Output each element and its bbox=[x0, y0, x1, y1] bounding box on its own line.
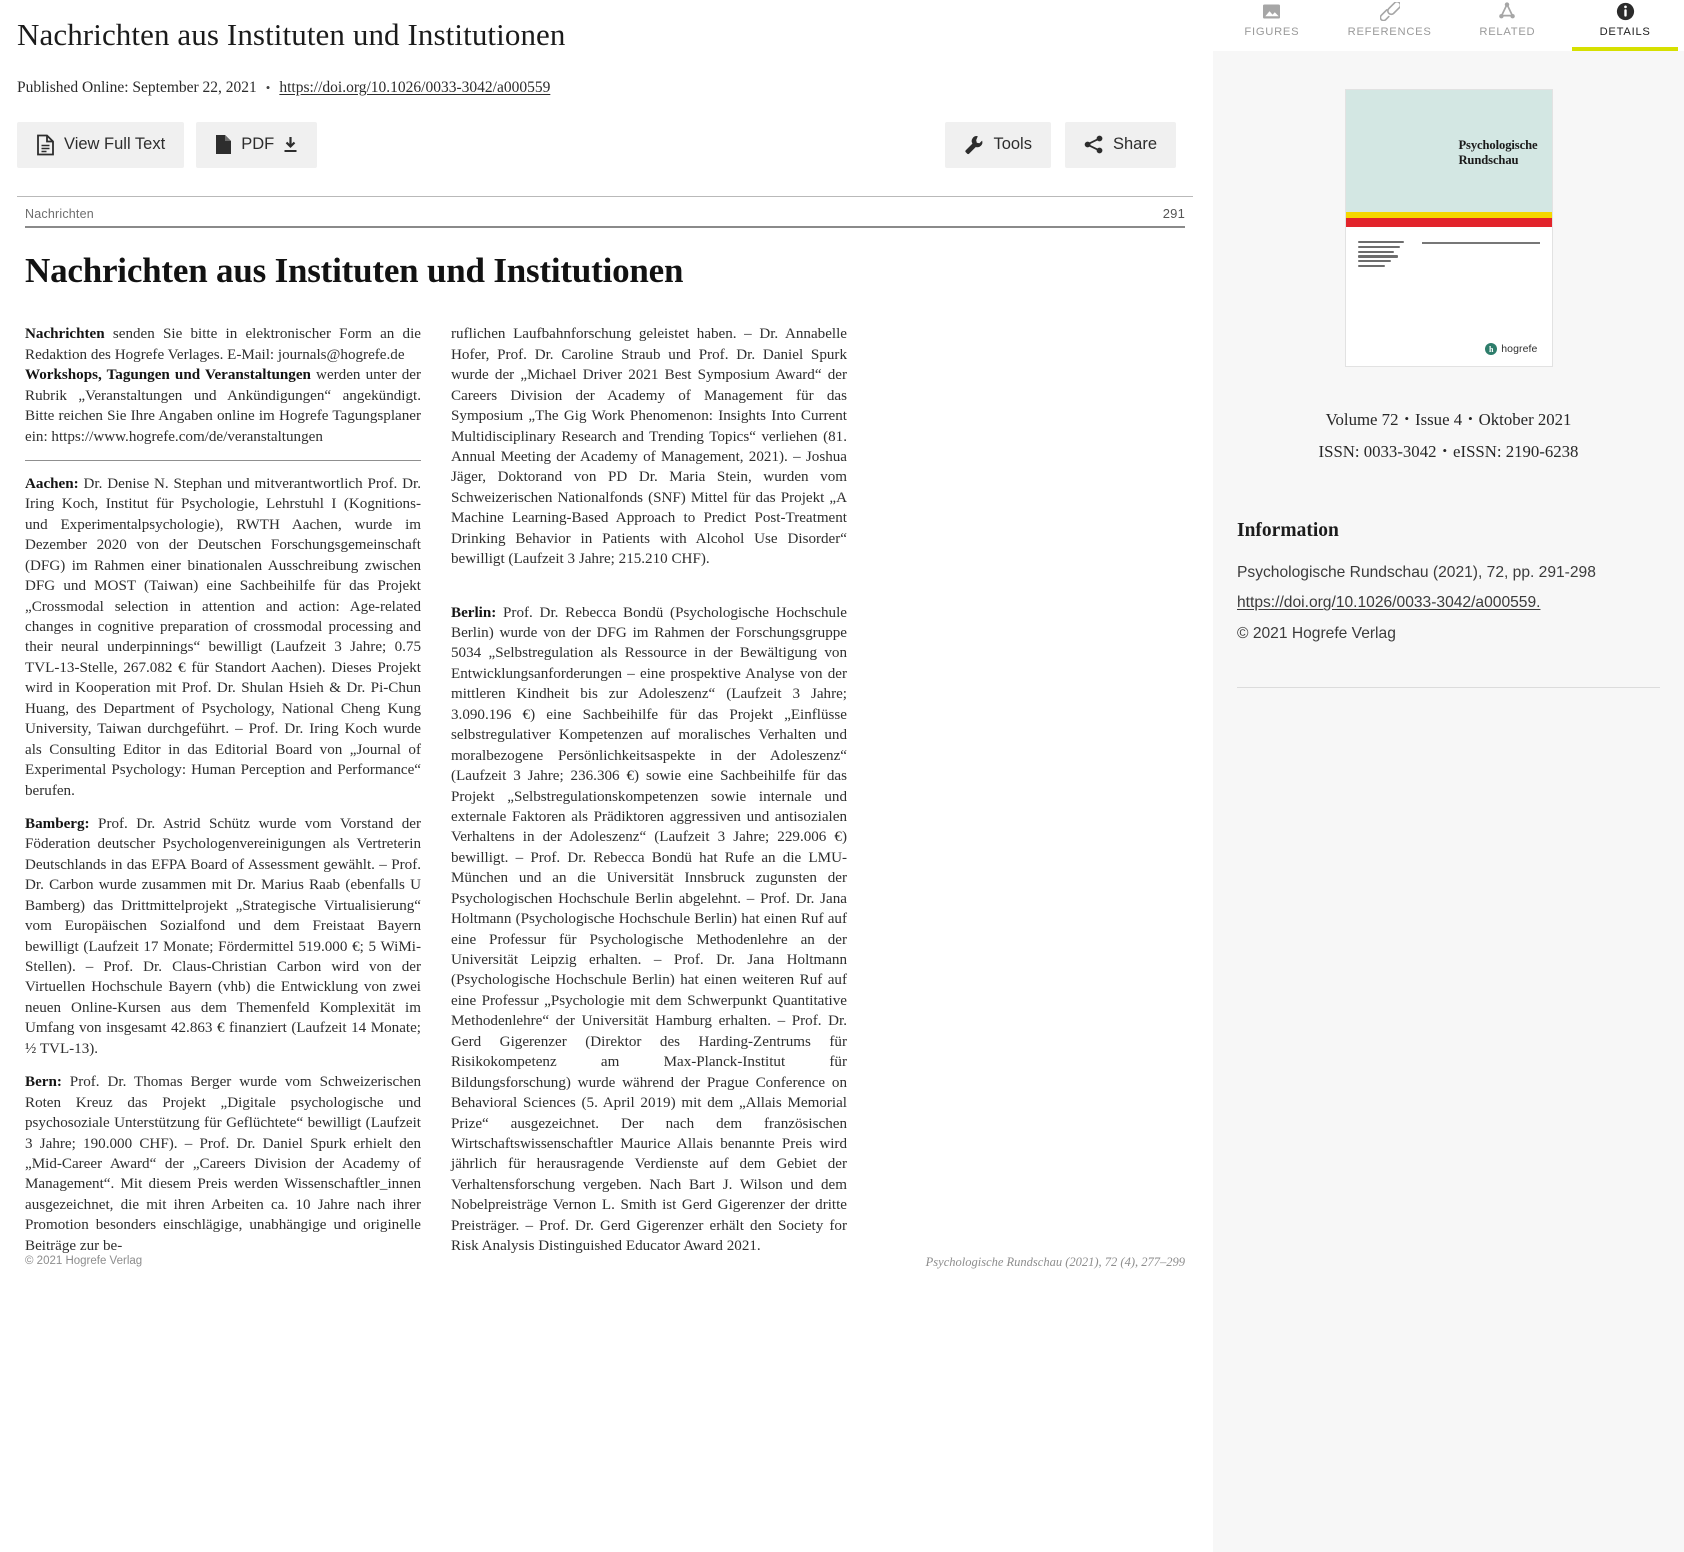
information-doi-link[interactable]: https://doi.org/10.1026/0033-3042/a000559. bbox=[1237, 594, 1541, 612]
information-heading: Information bbox=[1237, 520, 1339, 541]
pdf-page-footer bbox=[25, 1255, 1185, 1270]
editorial-note-2-text: werden unter der Rubrik „Veranstaltungen und Ankündigungen“ angekündigt. Bitte reichen Sie Ihre Angaben online im Hogrefe Tagungsplaner ein: https://www.hogrefe.com/de/veranstaltungen bbox=[25, 367, 421, 445]
entry-bern bbox=[25, 1072, 421, 1256]
pdf-page-preview bbox=[17, 197, 1193, 1270]
page-folio-number: 291 bbox=[1162, 205, 1185, 221]
details-bottom-divider bbox=[1237, 687, 1660, 688]
cover-title-line-1: Psychologische bbox=[1458, 138, 1538, 152]
issue-value: Issue 4 bbox=[1415, 410, 1463, 429]
issn-value: ISSN: 0033-3042 bbox=[1318, 442, 1437, 461]
cover-red-bar bbox=[1346, 218, 1552, 227]
issue-date: Oktober 2021 bbox=[1478, 410, 1572, 429]
pdf-download-button[interactable] bbox=[196, 122, 317, 168]
page-title: Nachrichten aus Instituten und Institutionen bbox=[17, 17, 566, 52]
editorial-note-1-text: senden Sie bitte in elektronischer Form an die Redaktion des Hogrefe Verlages. E-Mail: journals@hogrefe.de bbox=[25, 326, 421, 363]
vol-sep-2: • bbox=[1468, 411, 1473, 426]
section-divider-rule bbox=[25, 460, 421, 461]
editorial-note-2-lead: Workshops, Tagungen und Veranstaltungen bbox=[25, 367, 311, 384]
entry-aachen-text: Dr. Denise N. Stephan und mitverantwortlich Prof. Dr. Iring Koch, Institut für Psychologie, Lehrstuhl I (Kognitions- und Experimentalpsychologie), RWTH Aachen, wurde im Dezember 2020 von der Deutschen Forschungsgemeinschaft (DFG) im Rahmen einer binationalen Ausschreibung zwischen DFG und MOST (Taiwan) eine Sachbeihilfe für das Projekt „Crossmodal selection in attention and action: Age-related changes in cognitive preparation of crossmodal processing and their neural underpinnings“ bewilligt (Laufzeit 3 Jahre; 0.75 TVL-13-Stelle, 267.082 € für Standort Aachen). Dieses Projekt wird in Kooperation mit Prof. Dr. Shulan Hsieh & Dr. Pi-Chun Huang, des Department of Psychology, National Cheng Kung University, Taiwan durchgeführt. – Prof. Dr. Iring Koch wurde als Consulting Editor in das Editorial Board von „Journal of Experimental Psychology: Human Perception and Performance“ berufen. bbox=[25, 475, 421, 799]
meta-separator: • bbox=[265, 80, 271, 96]
pdf-columns bbox=[25, 324, 1185, 1269]
view-full-text-label: View Full Text bbox=[64, 135, 166, 154]
entry-bamberg-city: Bamberg: bbox=[25, 815, 90, 832]
pdf-footer-citation: Psychologische Rundschau (2021), 72 (4), 277–299 bbox=[925, 1254, 1185, 1269]
entry-berlin-city: Berlin: bbox=[451, 604, 497, 621]
share-button[interactable] bbox=[1065, 122, 1176, 168]
tab-figures-label: FIGURES bbox=[1244, 26, 1300, 38]
information-copyright: © 2021 Hogrefe Verlag bbox=[1237, 624, 1396, 642]
entry-aachen-city: Aachen: bbox=[25, 475, 79, 492]
column-spacer bbox=[451, 583, 847, 603]
journal-cover-wrapper[interactable] bbox=[1237, 89, 1660, 367]
tab-related-label: RELATED bbox=[1479, 26, 1536, 38]
cover-body bbox=[1346, 227, 1552, 367]
eissn-value: eISSN: 2190-6238 bbox=[1453, 442, 1579, 461]
entry-berlin bbox=[451, 603, 847, 1257]
details-content bbox=[1213, 51, 1684, 1552]
pdf-article-title: Nachrichten aus Instituten und Institutionen bbox=[25, 250, 684, 290]
tab-figures[interactable] bbox=[1213, 0, 1331, 47]
entry-bamberg bbox=[25, 814, 421, 1059]
information-citation: Psychologische Rundschau (2021), 72, pp. 291-298 bbox=[1237, 564, 1596, 581]
editorial-note-paragraph-1 bbox=[25, 324, 421, 365]
tools-label: Tools bbox=[993, 135, 1032, 154]
article-action-bar bbox=[17, 122, 1193, 168]
editorial-note-paragraph-2 bbox=[25, 365, 421, 447]
link-icon bbox=[1380, 2, 1400, 20]
details-side-panel bbox=[1210, 0, 1684, 1552]
pdf-footer-copyright: © 2021 Hogrefe Verlag bbox=[25, 1254, 143, 1267]
tools-button[interactable] bbox=[945, 122, 1051, 168]
entry-bamberg-text: Prof. Dr. Astrid Schütz wurde vom Vorstand der Föderation deutscher Psychologenvereinigungen als Vertreterin Deutschlands in das EFPA Board of Assessment gewählt. – Prof. Dr. Carbon wurde zusammen mit Dr. Marius Raab (ebenfalls U Bamberg) das Drittmittelprojekt „Strategische Virtualisierung“ vom Europäischen Sozialfond und dem Freistaat Bayern bewilligt (Laufzeit 17 Monate; Fördermittel 519.000 €; 5 WiMi-Stellen). – Prof. Dr. Claus-Christian Carbon wird von der Virtuellen Hochschule Bayern (vhb) die Entwicklung von zwei neuen Online-Kursen aus dem Themenfeld Komplexität im Umfang von insgesamt 42.863 € finanziert (Laufzeit 14 Monate; ½ TVL-13). bbox=[25, 815, 421, 1057]
cover-publisher-logo bbox=[1485, 343, 1537, 355]
cover-top-band bbox=[1346, 90, 1552, 212]
info-icon bbox=[1616, 2, 1635, 20]
hogrefe-mark-icon: h bbox=[1485, 343, 1497, 355]
volume-value: Volume 72 bbox=[1325, 410, 1399, 429]
network-icon bbox=[1497, 2, 1517, 20]
running-head-text: Nachrichten bbox=[25, 206, 94, 221]
journal-cover-thumbnail[interactable] bbox=[1345, 89, 1553, 367]
rail-tab-bar bbox=[1210, 0, 1684, 47]
entry-berlin-text: Prof. Dr. Rebecca Bondü (Psychologische Hochschule Berlin) wurde von der DFG im Rahmen der Forschungsgruppe 5034 „Selbstregulation als Ressource in der Bewältigung von Entwicklungsanforderungen – eine prospektive Analyse von der mittleren Kindheit bis zur Adoleszenz“ (Laufzeit 3 Jahre; 3.090.196 €) eine Sachbeihilfe für das Projekt „Einflüsse selbstregulativer Kompetenzen auf moralisches Verhalten und moralbezogene Persönlichkeitsaspekte in der Adoleszenz“ (Laufzeit 3 Jahre; 236.306 €) sowie eine Sachbeihilfe für das Projekt „Selbstregulationskompetenzen sowie internale und externale Faktoren als Prädiktoren aggressiven und antisozialen Verhaltens in der Adoleszenz“ (Laufzeit 3 Jahre; 229.006 €) bewilligt. – Prof. Dr. Rebecca Bondü hat Rufe an die LMU-München und an die Universität Innsbruck zugunsten der Psychologischen Hochschule Berlin abgelehnt. – Prof. Dr. Jana Holtmann (Psychologische Hochschule Berlin) hat einen Ruf auf eine Professur für Psychologische Methodenlehre an der Universität Leipzig erhalten. – Prof. Dr. Jana Holtmann (Psychologische Hochschule Berlin) hat einen weiteren Ruf auf eine Professur „Psychologie mit dem Schwerpunkt Quantitative Methodenlehre“ der Universität Hamburg erhalten. – Prof. Dr. Gerd Gigerenzer (Direktor des Harding-Zentrums für Risikokompetenz am Max-Planck-Institut für Bildungsforschung) wurde während der Prague Conference on Behavioral Sciences (5. April 2019) mit dem „Allais Memorial Prize“ ausgezeichnet. Der nach dem französischen Wirtschaftswissenschaftler Maurice Allais benannte Preis wird jährlich für herausragende Verdienste auf dem Gebiet der Verhaltensforschung vergeben. Nach Bart J. Wilson und dem Nobelpreisträge Vernon L. Smith ist Gerd Gigerenzer der dritte Preisträger. – Prof. Dr. Gerd Gigerenzer erhält den Society for Risk Analysis Distinguished Educator Award 2021. bbox=[451, 604, 847, 1255]
document-icon bbox=[36, 134, 55, 156]
tab-related[interactable] bbox=[1449, 0, 1567, 47]
pdf-left-column bbox=[25, 324, 421, 1269]
share-label: Share bbox=[1112, 135, 1157, 154]
cover-journal-title bbox=[1458, 138, 1537, 167]
secondary-actions bbox=[931, 122, 1176, 168]
article-meta bbox=[17, 79, 1193, 97]
pdf-label: PDF bbox=[241, 135, 275, 154]
doi-link[interactable]: https://doi.org/10.1026/0033-3042/a000559 bbox=[279, 78, 551, 96]
pdf-right-column bbox=[451, 324, 847, 1269]
share-icon bbox=[1084, 135, 1104, 154]
download-icon bbox=[283, 136, 298, 153]
editorial-note-1-lead: Nachrichten bbox=[25, 326, 105, 343]
published-online-label: Published Online: September 22, 2021 bbox=[17, 78, 257, 96]
view-full-text-button[interactable] bbox=[17, 122, 184, 168]
tab-details-label: DETAILS bbox=[1599, 26, 1651, 38]
issn-line bbox=[1237, 442, 1660, 462]
cover-headline-placeholder bbox=[1422, 242, 1540, 244]
tab-references-label: REFERENCES bbox=[1347, 26, 1432, 38]
pdf-running-head bbox=[25, 197, 1185, 226]
vol-sep-1: • bbox=[1404, 411, 1410, 426]
pdf-file-icon bbox=[215, 134, 232, 155]
entry-aachen bbox=[25, 474, 421, 801]
wrench-icon bbox=[964, 135, 984, 155]
tab-details[interactable] bbox=[1566, 0, 1684, 47]
hogrefe-wordmark: hogrefe bbox=[1501, 343, 1538, 355]
volume-issue-line bbox=[1237, 410, 1660, 430]
tab-references[interactable] bbox=[1331, 0, 1449, 47]
information-body bbox=[1237, 558, 1660, 649]
image-icon bbox=[1262, 2, 1281, 20]
entry-bern-city: Bern: bbox=[25, 1074, 62, 1091]
cover-title-line-2: Rundschau bbox=[1458, 152, 1519, 167]
cover-text-block bbox=[1358, 241, 1404, 270]
pdf-head-rule bbox=[25, 226, 1185, 228]
issn-sep: • bbox=[1442, 443, 1448, 458]
entry-bern-text: Prof. Dr. Thomas Berger wurde vom Schweizerischen Roten Kreuz das Projekt „Digitale psychologische und psychosoziale Unterstützung für Geflüchtete“ bewilligt (Laufzeit 3 Jahre; 190.000 CHF). – Prof. Dr. Daniel Spurk erhielt den „Mid-Career Award“ der „Careers Division der Academy of Management“. Mit diesem Preis werden Wissenschaftler_innen ausgezeichnet, die mit ihren Arbeiten ca. 10 Jahre nach ihrer Promotion besonders einschlägige, unabhängige und originelle Beiträge zur be- bbox=[25, 1074, 421, 1254]
entry-bern-continued: ruflichen Laufbahnforschung geleistet haben. – Dr. Annabelle Hofer, Prof. Dr. Caroline Straub und Prof. Dr. Daniel Spurk wurde der „Michael Driver 2021 Best Symposium Award“ der Careers Division der Academy of Management für das Symposium „The Gig Work Phenomenon: Insights Into Current Multidisciplinary Research and Trending Topics“ verliehen (81. Annual Meeting der Academy of Management, 2021). – Joshua Jäger, Doktorand von PD Dr. Maria Stein, wurden vom Schweizerischen Nationalfonds (SNF) Mittel für das Projekt „A Machine Learning-Based Approach to Predict Post-Treatment Drinking Behavior in Patients with Alcohol Use Disorder“ bewilligt (Laufzeit 3 Jahre; 215.210 CHF). bbox=[451, 326, 847, 568]
